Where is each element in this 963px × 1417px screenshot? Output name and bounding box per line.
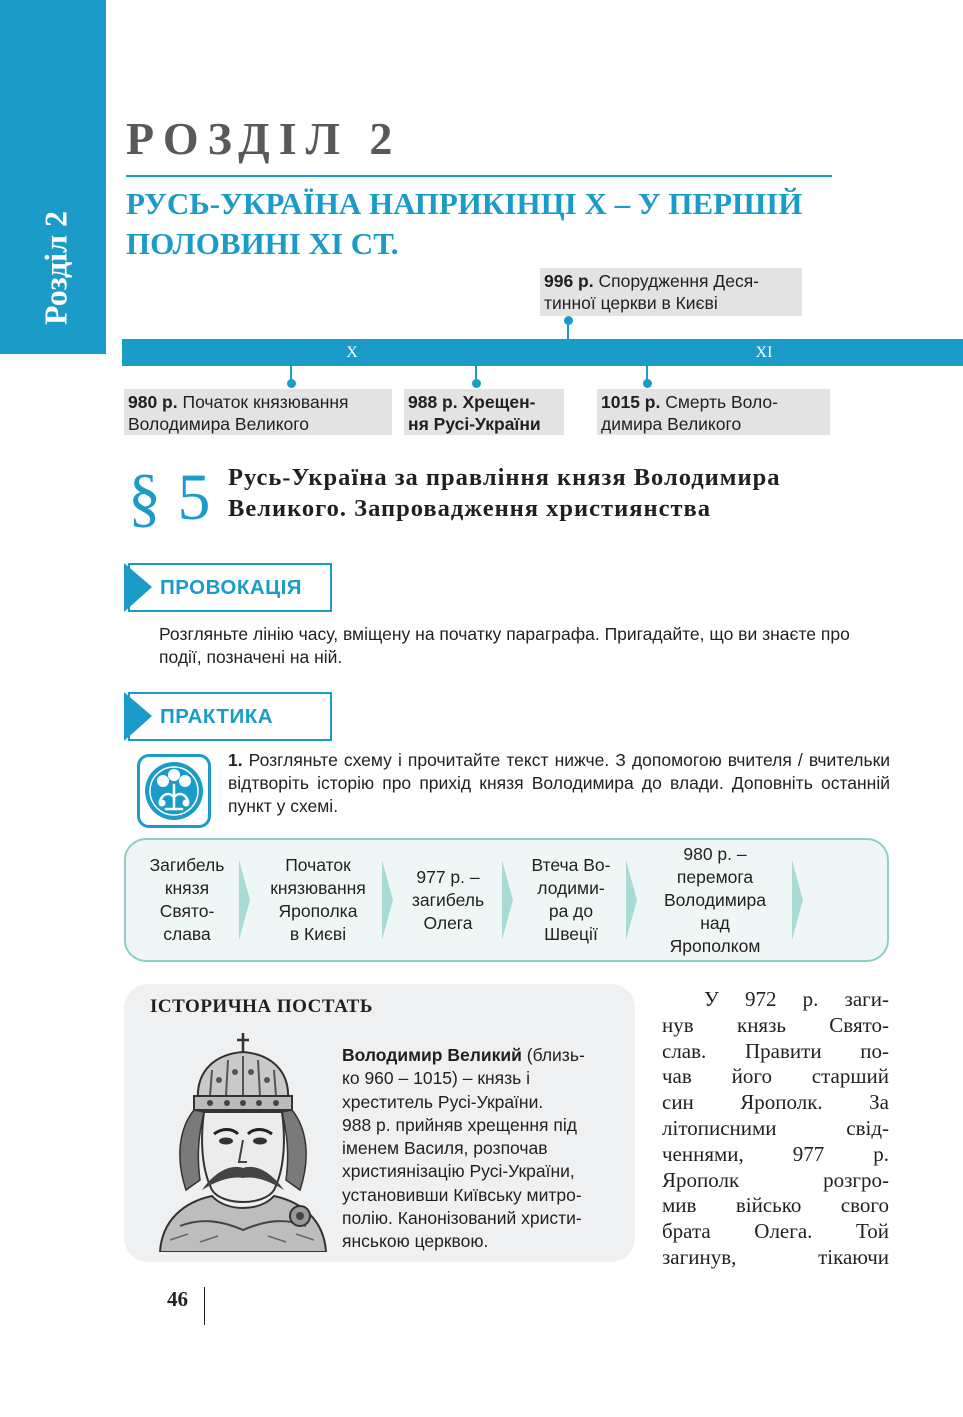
timeline-bar xyxy=(122,339,963,366)
chapter-subtitle: РУСЬ-УКРАЇНА НАПРИКІНЦІ Х – У ПЕРШІЙ ПОЛОВИНІ ХІ СТ. xyxy=(126,186,803,261)
century-label-11: ХІ xyxy=(755,344,773,361)
timeline-marker xyxy=(643,379,652,388)
task-1-text: 1. Розгляньте схему і прочитайте текст нижче. З допомогою вчителя / вчительки відтворіть історію про прихід князя Володимира до влади. Доповніть останній пункт у схемі. xyxy=(228,750,890,816)
historical-figure-heading: ІСТОРИЧНА ПОСТАТЬ xyxy=(150,996,373,1017)
arrow-icon xyxy=(124,692,152,741)
scheme-step: 977 р. – загибель Олега xyxy=(411,866,485,933)
century-label-10: Х xyxy=(346,344,358,361)
chevron-right-icon xyxy=(626,860,637,940)
historical-figure-description: Володимир Великий (близь- ко 960 – 1015) – князь і хреститель Русі-України. 988 р. прийняв хрещення під іменем Василя, розпочав християнізацію Русі-України, установивши Київську митро- полію. Канонізований христи- янською церквою. xyxy=(342,1045,585,1252)
chevron-right-icon xyxy=(502,860,513,940)
page-number-divider xyxy=(204,1287,205,1325)
chapter-side-tab xyxy=(0,0,106,354)
paragraph-title: Русь-Україна за правління князя Володимира Великого. Запровадження християнства xyxy=(228,464,781,522)
page-number: 46 xyxy=(167,1287,188,1311)
chevron-right-icon xyxy=(792,860,803,940)
side-tab-label: Розділ 2 xyxy=(37,210,74,326)
paragraph-number: § 5 xyxy=(128,461,211,534)
timeline-event-996: 996 р. Спорудження Деся- тинної церкви в Києві xyxy=(540,268,802,316)
chevron-right-icon xyxy=(382,860,393,940)
timeline-event-980: 980 р. Початок князювання Володимира Великого xyxy=(124,389,392,435)
chapter-divider xyxy=(126,175,832,177)
chevron-right-icon xyxy=(239,860,250,940)
timeline-marker xyxy=(287,379,296,388)
chapter-title: РОЗДІЛ 2 xyxy=(126,113,402,164)
provocation-heading: ПРОВОКАЦІЯ xyxy=(124,563,330,612)
task-number: 1. xyxy=(228,750,243,770)
scheme-step: Загибель князя Свято- слава xyxy=(149,855,225,944)
timeline-event-988: 988 р. Хрещен- ня Русі-України xyxy=(404,389,564,435)
timeline-event-1015: 1015 р. Смерть Воло- димира Великого xyxy=(597,389,830,435)
main-text-column: У 972 р. заги- нув князь Свято- слав. Правити по- чав його старший син Ярополк. За літописними свід- ченнями, 977 р. Ярополк розгро- мив військо свого брата Олега. Той загинув, тікаючи xyxy=(662,987,889,1269)
scheme-step-final: 980 р. – перемога Володимира над Ярополком xyxy=(663,843,767,956)
figure-name: Володимир Великий xyxy=(342,1045,522,1065)
volodymyr-portrait xyxy=(140,1030,332,1252)
succession-scheme xyxy=(124,838,889,962)
provocation-text: Розгляньте лінію часу, вміщену на початку параграфа. Пригадайте, що ви знаєте про події, позначені на ній. xyxy=(159,624,850,667)
timeline-stem xyxy=(567,320,569,340)
group-work-icon xyxy=(137,754,211,828)
arrow-icon xyxy=(124,563,152,612)
timeline-marker xyxy=(472,379,481,388)
scheme-step: Початок князювання Ярополка в Києві xyxy=(270,855,366,944)
scheme-step: Втеча Во- лодими- ра до Швеції xyxy=(531,855,611,944)
practice-heading: ПРАКТИКА xyxy=(124,692,330,741)
